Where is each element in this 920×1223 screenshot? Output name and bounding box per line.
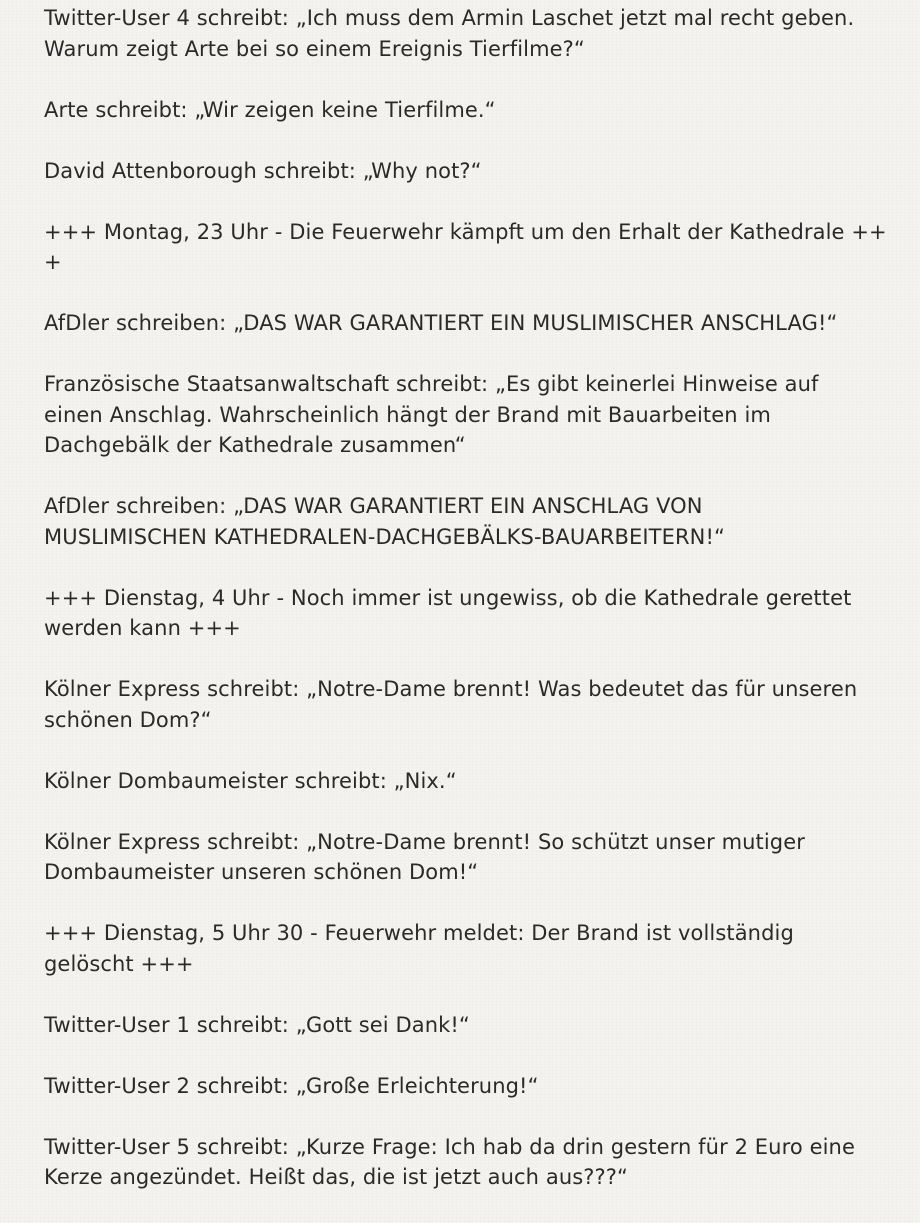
paragraph-ticker-dienstag-4 [44, 583, 894, 644]
paragraph-dombaumeister [44, 766, 894, 797]
text-line: Twitter-User 1 schreibt: „Gott sei Dank!“ [44, 1012, 470, 1037]
text-line: Twitter-User 5 schreibt: „Kurze Frage: Ich hab da drin gestern für 2 Euro eine [44, 1134, 855, 1159]
text-line: schönen Dom?“ [44, 707, 212, 732]
text-line: Kölner Dombaumeister schreibt: „Nix.“ [44, 768, 457, 793]
paragraph-koelner-express-2 [44, 827, 894, 888]
text-line: Dachgebälk der Kathedrale zusammen“ [44, 433, 466, 457]
paragraph-twitter-user-5 [44, 1132, 894, 1193]
paragraph-koelner-express-1 [44, 674, 894, 735]
text-line: werden kann +++ [44, 616, 241, 640]
text-line: + [44, 250, 62, 274]
paragraph-attenborough [44, 156, 894, 187]
text-line: Twitter-User 2 schreibt: „Große Erleichterung!“ [44, 1073, 539, 1098]
text-line: MUSLIMISCHEN KATHEDRALEN-DACHGEBÄLKS-BAUARBEITERN!“ [44, 524, 725, 549]
text-line: gelöscht +++ [44, 951, 194, 976]
paragraph-staatsanwaltschaft [44, 369, 894, 461]
text-line: +++ Montag, 23 Uhr - Die Feuerwehr kämpft um den Erhalt der Kathedrale ++ [44, 219, 887, 244]
text-line: +++ Dienstag, 5 Uhr 30 - Feuerwehr meldet: Der Brand ist vollständig [44, 921, 794, 945]
paragraph-twitter-user-1 [44, 1010, 894, 1041]
text-line: Kerze angezündet. Heißt das, die ist jetzt auch aus???“ [44, 1165, 628, 1189]
text-line: Arte schreibt: „Wir zeigen keine Tierfilme.“ [44, 97, 496, 122]
text-line: David Attenborough schreibt: „Why not?“ [44, 158, 482, 183]
note-body [44, 0, 894, 1223]
text-line: Twitter-User 4 schreibt: „Ich muss dem Armin Laschet jetzt mal recht geben. [44, 6, 855, 30]
paragraph-ticker-dienstag-5 [44, 918, 894, 979]
text-line: Kölner Express schreibt: „Notre-Dame brennt! So schützt unser mutiger [44, 829, 805, 854]
text-line: einen Anschlag. Wahrscheinlich hängt der Brand mit Bauarbeiten im [44, 402, 771, 427]
text-line: Französische Staatsanwaltschaft schreibt: „Es gibt keinerlei Hinweise auf [44, 372, 819, 396]
text-line: AfDler schreiben: „DAS WAR GARANTIERT EIN MUSLIMISCHER ANSCHLAG!“ [44, 311, 838, 335]
paragraph-afdler-2 [44, 491, 894, 552]
paragraph-ticker-montag [44, 217, 894, 278]
paragraph-afdler-1 [44, 308, 894, 339]
paragraph-twitter-user-4 [44, 3, 894, 64]
text-line: Warum zeigt Arte bei so einem Ereignis Tierfilme?“ [44, 36, 585, 61]
paragraph-arte [44, 95, 894, 126]
text-line: Dombaumeister unseren schönen Dom!“ [44, 860, 479, 884]
text-line: Kölner Express schreibt: „Notre-Dame brennt! Was bedeutet das für unseren [44, 677, 858, 701]
text-line: AfDler schreiben: „DAS WAR GARANTIERT EIN ANSCHLAG VON [44, 494, 703, 518]
paragraph-twitter-user-2 [44, 1071, 894, 1102]
text-line: +++ Dienstag, 4 Uhr - Noch immer ist ungewiss, ob die Kathedrale gerettet [44, 585, 852, 610]
